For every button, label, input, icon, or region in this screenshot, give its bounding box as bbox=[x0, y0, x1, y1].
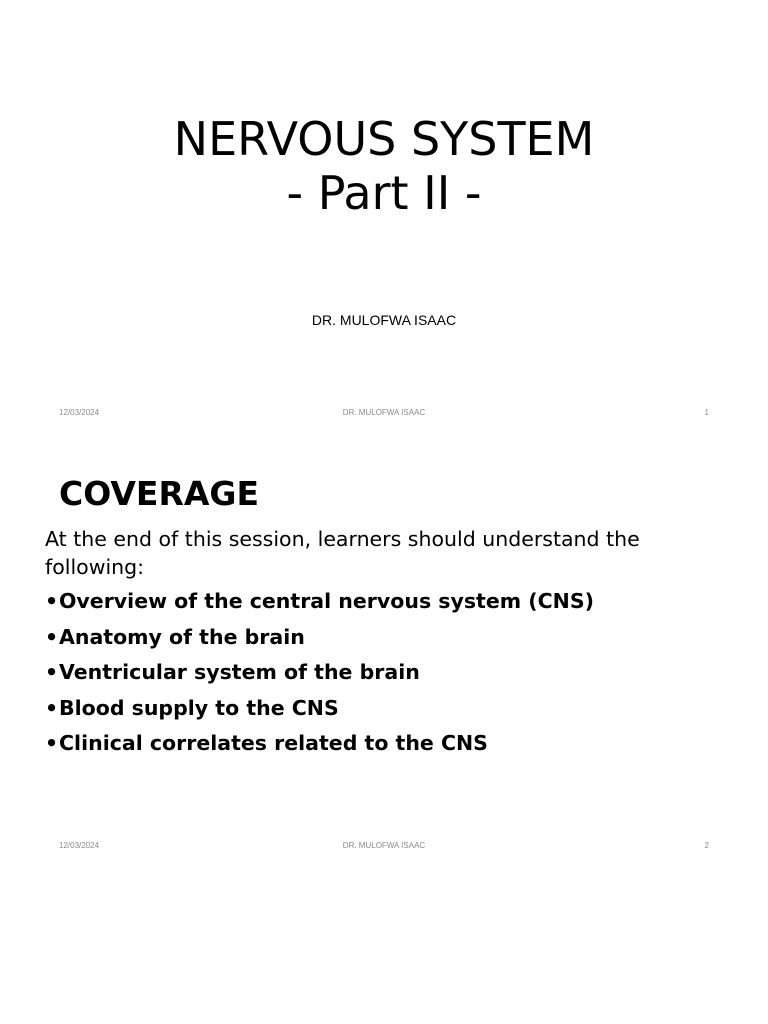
bullet-text: Clinical correlates related to the CNS bbox=[59, 731, 488, 755]
slide-title: COVERAGE bbox=[59, 474, 260, 513]
slide-footer bbox=[0, 841, 768, 855]
bullet-icon: • bbox=[45, 589, 59, 613]
bullet-item bbox=[45, 623, 594, 659]
bullet-text: Ventricular system of the brain bbox=[59, 660, 420, 684]
bullet-item bbox=[45, 587, 594, 623]
slide-1 bbox=[0, 0, 768, 432]
slide-subtitle: DR. MULOFWA ISAAC bbox=[311, 312, 457, 328]
footer-page-number: 1 bbox=[704, 408, 709, 417]
bullet-item bbox=[45, 694, 594, 730]
footer-date: 12/03/2024 bbox=[59, 408, 100, 417]
bullet-text: Blood supply to the CNS bbox=[59, 695, 339, 720]
slide-title bbox=[0, 112, 768, 220]
bullet-icon: • bbox=[45, 731, 59, 755]
intro-text: At the end of this session, learners should understand the following: bbox=[45, 527, 640, 579]
title-line-1: NERVOUS SYSTEM bbox=[173, 112, 595, 166]
bullet-item bbox=[45, 658, 594, 694]
bullet-list bbox=[45, 587, 594, 765]
bullet-item bbox=[45, 729, 594, 765]
slide-2 bbox=[0, 432, 768, 864]
footer-author: DR. MULOFWA ISAAC bbox=[342, 408, 426, 417]
bullet-icon: • bbox=[45, 695, 59, 720]
slide-footer bbox=[0, 408, 768, 422]
bullet-text: Anatomy of the brain bbox=[59, 624, 305, 649]
title-line-2: - Part II - bbox=[286, 166, 482, 220]
footer-author: DR. MULOFWA ISAAC bbox=[342, 841, 426, 850]
footer-date: 12/03/2024 bbox=[59, 841, 100, 850]
footer-page-number: 2 bbox=[704, 841, 709, 850]
bullet-icon: • bbox=[45, 624, 59, 649]
bullet-text: Overview of the central nervous system (CNS) bbox=[59, 589, 594, 613]
bullet-icon: • bbox=[45, 660, 59, 684]
